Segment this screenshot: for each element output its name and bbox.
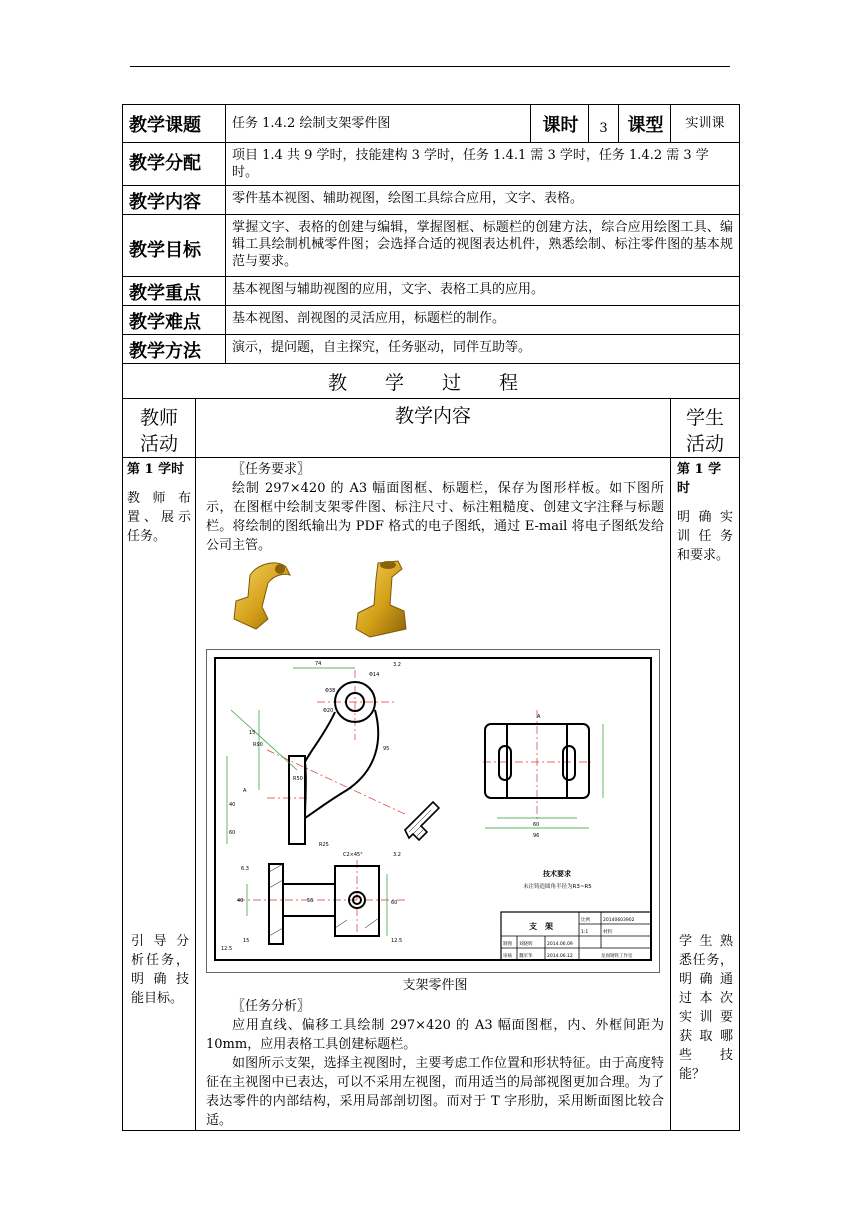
topic-label: 教学课题 <box>123 105 226 143</box>
svg-text:C2×45°: C2×45° <box>343 852 363 858</box>
row-label: 教学内容 <box>123 186 226 215</box>
col-header-content: 教学内容 <box>196 399 671 458</box>
svg-text:2014.06.12: 2014.06.12 <box>547 954 573 959</box>
svg-text:40: 40 <box>237 898 244 904</box>
type-label: 课型 <box>619 105 671 143</box>
bracket-engineering-drawing <box>207 650 659 972</box>
teacher-hour: 第 1 学时 <box>127 462 185 477</box>
svg-text:15: 15 <box>243 938 250 944</box>
tech-req-title: 技术要求 <box>543 870 571 878</box>
type-value: 实训课 <box>671 105 740 143</box>
svg-text:魏军华: 魏军华 <box>519 954 533 959</box>
svg-text:A: A <box>243 788 247 794</box>
row-value: 项目 1.4 共 9 学时，技能建构 3 学时，任务 1.4.1 需 3 学时，任务 1.4.2 需 3 学时。 <box>226 143 740 186</box>
task-analysis-title: 〖任务分析〗 <box>232 999 311 1014</box>
svg-text:材料: 材料 <box>603 930 612 935</box>
svg-text:R25: R25 <box>319 842 329 848</box>
svg-text:Φ20: Φ20 <box>323 708 334 714</box>
svg-text:12.5: 12.5 <box>391 938 403 944</box>
part-drawing <box>206 649 660 973</box>
part-name: 支 架 <box>529 922 553 931</box>
process-title: 教 学 过 程 <box>123 364 740 399</box>
header-rule <box>130 66 730 67</box>
bottom-view <box>269 864 379 944</box>
svg-text:Φ14: Φ14 <box>369 672 380 678</box>
svg-text:95: 95 <box>383 746 390 752</box>
svg-text:20140603902: 20140603902 <box>603 918 635 923</box>
svg-text:R90: R90 <box>253 742 263 748</box>
task-analysis-text-1: 应用直线、偏移工具绘制 297×420 的 A3 幅面图框，内、外框间距为 10mm，应用表格工具创建标题栏。 <box>206 1018 664 1052</box>
svg-text:1:1: 1:1 <box>581 930 589 935</box>
bracket-photo-2 <box>356 561 406 637</box>
student-activity-2: 学 生 熟悉任务，明 确 通过 本 次实 训 要获 取 哪些 技能？ <box>679 934 733 1082</box>
svg-text:40: 40 <box>229 802 236 808</box>
hours-label: 课时 <box>531 105 589 143</box>
svg-text:60: 60 <box>533 822 540 828</box>
row-value: 基本视图与辅助视图的应用，文字、表格工具的应用。 <box>226 277 740 306</box>
row-label: 教学目标 <box>123 215 226 277</box>
svg-text:A: A <box>537 714 541 720</box>
task-analysis-text-2: 如图所示支架，选择主视图时，主要考虑工作位置和形状特征。由于高度特征在主视图中已表达，可以不采用左视图，而用适当的局部视图更加合理。为了表达零件的内部结构，采用局部剖切图。而对于 T 字形肋，采用断面图比较合适。 <box>206 1056 664 1128</box>
svg-text:R50: R50 <box>293 776 303 782</box>
drawing-caption: 支架零件图 <box>402 978 468 993</box>
svg-text:60: 60 <box>391 900 398 906</box>
svg-text:96: 96 <box>533 833 540 839</box>
lesson-plan-table <box>122 104 740 1131</box>
row-label: 教学难点 <box>123 306 226 335</box>
svg-text:6.3: 6.3 <box>241 866 249 872</box>
svg-text:龙岗钢铁工作室: 龙岗钢铁工作室 <box>601 954 633 959</box>
student-activity-cell <box>671 458 740 1131</box>
row-value: 零件基本视图、辅助视图，绘图工具综合应用，文字、表格。 <box>226 186 740 215</box>
content-cell <box>196 458 671 1131</box>
col-header-teacher: 教师活动 <box>123 399 196 458</box>
row-label: 教学分配 <box>123 143 226 186</box>
svg-text:60: 60 <box>229 830 236 836</box>
svg-text:审核: 审核 <box>503 954 512 959</box>
task-req-text: 绘制 297×420 的 A3 幅面图框、标题栏，保存为图形样板。如下图所示，在图框中绘制支架零件图、标注尺寸、标注粗糙度、创建文字注释与标题栏。将绘制的图纸输出为 PDF 格式的电子图纸，通过 E-mail 将电子图纸发给公司主管。 <box>206 481 664 553</box>
tech-req-note: 未注铸造圆角半径为R3~R5 <box>523 884 592 890</box>
row-value: 演示，提问题，自主探究，任务驱动，同伴互助等。 <box>226 335 740 364</box>
student-hour: 第 1 学时 <box>677 462 722 496</box>
col-header-student: 学生活动 <box>671 399 740 458</box>
title-block-text <box>503 916 635 959</box>
row-label: 教学方法 <box>123 335 226 364</box>
svg-text:比例: 比例 <box>581 918 590 923</box>
svg-text:74: 74 <box>315 661 322 667</box>
svg-text:Φ38: Φ38 <box>325 688 336 694</box>
bracket-photo-1 <box>234 563 290 629</box>
row-value: 基本视图、剖视图的灵活应用，标题栏的制作。 <box>226 306 740 335</box>
t-section <box>405 802 439 840</box>
bracket-3d-images <box>228 557 428 645</box>
row-label: 教学重点 <box>123 277 226 306</box>
svg-text:制图: 制图 <box>503 942 512 947</box>
teacher-activity-1: 教 师 布置、展示任务。 <box>127 491 191 544</box>
center-lines <box>237 670 591 940</box>
svg-text:2014.06.09: 2014.06.09 <box>547 942 573 947</box>
svg-text:3.2: 3.2 <box>393 852 401 858</box>
main-view <box>289 682 378 844</box>
svg-text:3.2: 3.2 <box>393 662 401 668</box>
svg-text:15: 15 <box>249 730 256 736</box>
svg-text:刘晓辉: 刘晓辉 <box>519 942 533 947</box>
svg-text:12.5: 12.5 <box>221 946 233 952</box>
part-photos <box>206 555 664 643</box>
hours-value: 3 <box>589 105 619 143</box>
task-req-title: 〖任务要求〗 <box>232 462 311 477</box>
svg-text:56: 56 <box>307 898 314 904</box>
row-value: 掌握文字、表格的创建与编辑，掌握图框、标题栏的创建方法，综合应用绘图工具、编辑工具绘制机械零件图；会选择合适的视图表达机件，熟悉绘制、标注零件图的基本规范与要求。 <box>226 215 740 277</box>
teacher-activity-2: 引 导 分析任务，明 确 技能目标。 <box>131 934 189 1006</box>
teacher-activity-cell <box>123 458 196 1131</box>
student-activity-1: 明 确 实训 任 务和要求。 <box>677 510 733 563</box>
topic-value: 任务 1.4.2 绘制支架零件图 <box>226 105 531 143</box>
